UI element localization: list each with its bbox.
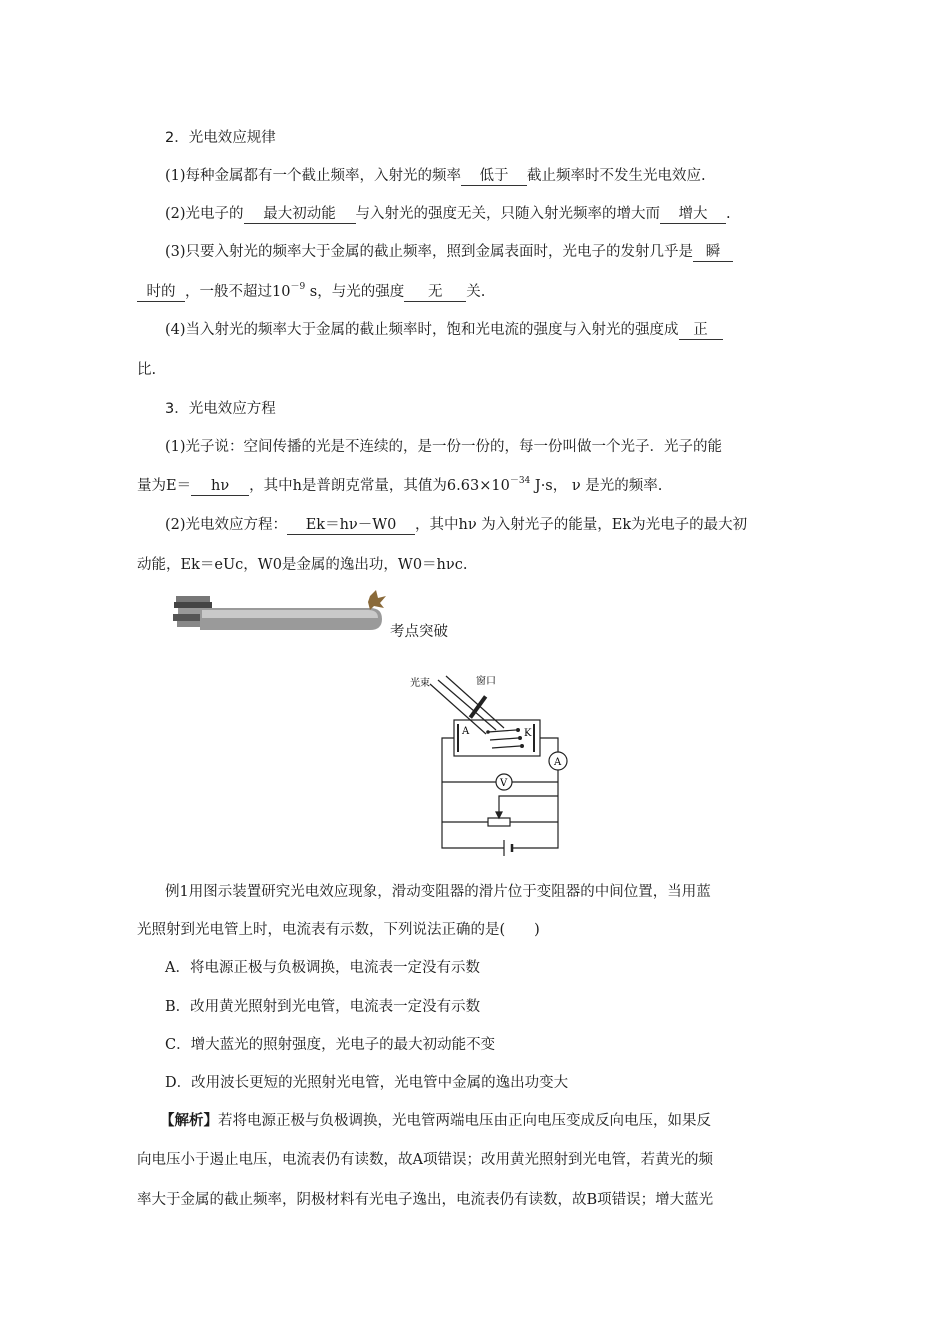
electron-path-3: [492, 746, 520, 748]
answer-blank-einstein-equation: Ek＝hν－W0: [287, 516, 415, 535]
analysis-line2: 向电压小于遏止电压，电流表仍有读数，故A项错误；改用黄光照射到光电管，若黄光的频: [137, 1152, 713, 1168]
eq-2-text-after: ，其中hν 为入射光子的能量，Ek为光电子的最大初: [415, 517, 748, 533]
law-item-4-line1: [165, 320, 845, 340]
label-window: 窗口: [476, 676, 496, 687]
label-cathode: K: [524, 728, 532, 739]
left-wire: [442, 738, 504, 848]
banner-label: 考点突破: [390, 624, 448, 640]
answer-blank-instant-part1: 瞬: [693, 243, 733, 262]
law-2-text-before: (2)光电子的: [165, 206, 244, 222]
eq-1-text-before: 量为E＝: [137, 478, 192, 494]
analysis-line1: [160, 1111, 840, 1131]
electron-dot-1: [486, 730, 490, 734]
equation-item-1-line2: [137, 476, 817, 496]
light-beam-ray-2: [438, 680, 496, 730]
option-a: A．将电源正极与负极调换，电流表一定没有示数: [165, 960, 480, 976]
eq-2-text-before: (2)光电效应方程：: [165, 517, 288, 533]
slider-arrow: [496, 812, 502, 818]
law-2-text-middle: 与入射光的强度无关，只随入射光频率的增大而: [355, 206, 661, 222]
equation-item-2-line2: 动能，Ek＝eUc，W0是金属的逸出功，W0＝hνc.: [137, 557, 468, 573]
eq-1-text-after2: J·s， ν 是光的频率.: [530, 478, 663, 494]
slider-wire: [499, 796, 558, 814]
label-anode: A: [462, 726, 470, 737]
answer-blank-increase: 增大: [660, 205, 726, 224]
label-ammeter: A: [554, 757, 562, 768]
option-d: D．改用波长更短的光照射光电管，光电管中金属的逸出功变大: [165, 1075, 569, 1091]
law-1-text-after: 截止频率时不发生光电效应.: [527, 168, 706, 184]
section-heading-equation: 3．光电效应方程: [165, 401, 276, 417]
electron-path-2: [490, 738, 518, 740]
option-c: C．增大蓝光的照射强度，光电子的最大初动能不变: [165, 1037, 496, 1053]
electron-dot-2: [516, 728, 520, 732]
law-item-3-line1: [165, 242, 845, 262]
analysis-line3: 率大于金属的截止频率，阴极材料有光电子逸出，电流表仍有读数，故B项错误；增大蓝光: [137, 1192, 714, 1208]
law-1-text-before: (1)每种金属都有一个截止频率，入射光的频率: [165, 168, 462, 184]
analysis-text-1: 若将电源正极与负极调换，光电管两端电压由正向电压变成反向电压，如果反: [218, 1113, 711, 1129]
law-2-text-after: .: [726, 206, 731, 222]
equation-item-2-line1: [165, 515, 845, 535]
example-question-line2: 光照射到光电管上时，电流表有示数，下列说法正确的是( ): [137, 922, 540, 938]
law-4-text-before: (4)当入射光的频率大于金属的截止频率时，饱和光电流的强度与入射光的强度成: [165, 322, 679, 338]
option-b: B．改用黄光照射到光电管，电流表一定没有示数: [165, 999, 481, 1015]
section-heading-laws: 2．光电效应规律: [165, 130, 276, 146]
leaf-icon: [368, 590, 386, 610]
law-item-4-line2: 比.: [137, 362, 157, 378]
law-3-text-before: (3)只要入射光的频率大于金属的截止频率，照到金属表面时，光电子的发射几乎是: [165, 244, 694, 260]
electron-path-1: [488, 730, 516, 732]
equation-item-1-line1: (1)光子说：空间传播的光是不连续的，是一份一份的，每一份叫做一个光子．光子的能: [165, 439, 723, 455]
electron-dot-3: [518, 736, 522, 740]
law-item-1: [165, 166, 845, 186]
label-voltmeter: V: [500, 778, 508, 789]
ammeter-wire-top: [540, 738, 558, 752]
eq-1-exponent: －34: [509, 476, 531, 486]
eq-1-text-after1: ，其中h是普朗克常量，其值为6.63×10: [249, 478, 510, 494]
analysis-tag: 【解析】: [160, 1112, 218, 1129]
law-3-text-after2: s，与光的强度: [305, 284, 405, 300]
answer-blank-none: 无: [404, 283, 466, 302]
example-question-line1: 例1用图示装置研究光电效应现象，滑动变阻器的滑片位于变阻器的中间位置，当用蓝: [165, 884, 711, 900]
answer-blank-instant-part2: 时的: [137, 283, 185, 302]
section-banner: [170, 588, 390, 638]
law-item-3-line2: [137, 282, 817, 302]
answer-blank-photon-energy: hν: [191, 477, 249, 496]
law-item-2: [165, 204, 845, 224]
answer-blank-proportional: 正: [679, 321, 723, 340]
answer-blank-max-ke: 最大初动能: [244, 205, 356, 224]
law-3-text-after1: ，一般不超过10: [185, 284, 291, 300]
label-beam: 光束: [410, 678, 430, 689]
answer-blank-low: 低于: [461, 167, 527, 186]
law-3-text-after3: 关.: [466, 284, 486, 300]
law-3-exponent: －9: [290, 282, 306, 292]
electron-dot-4: [520, 744, 524, 748]
photoelectric-circuit-diagram: [408, 672, 568, 862]
